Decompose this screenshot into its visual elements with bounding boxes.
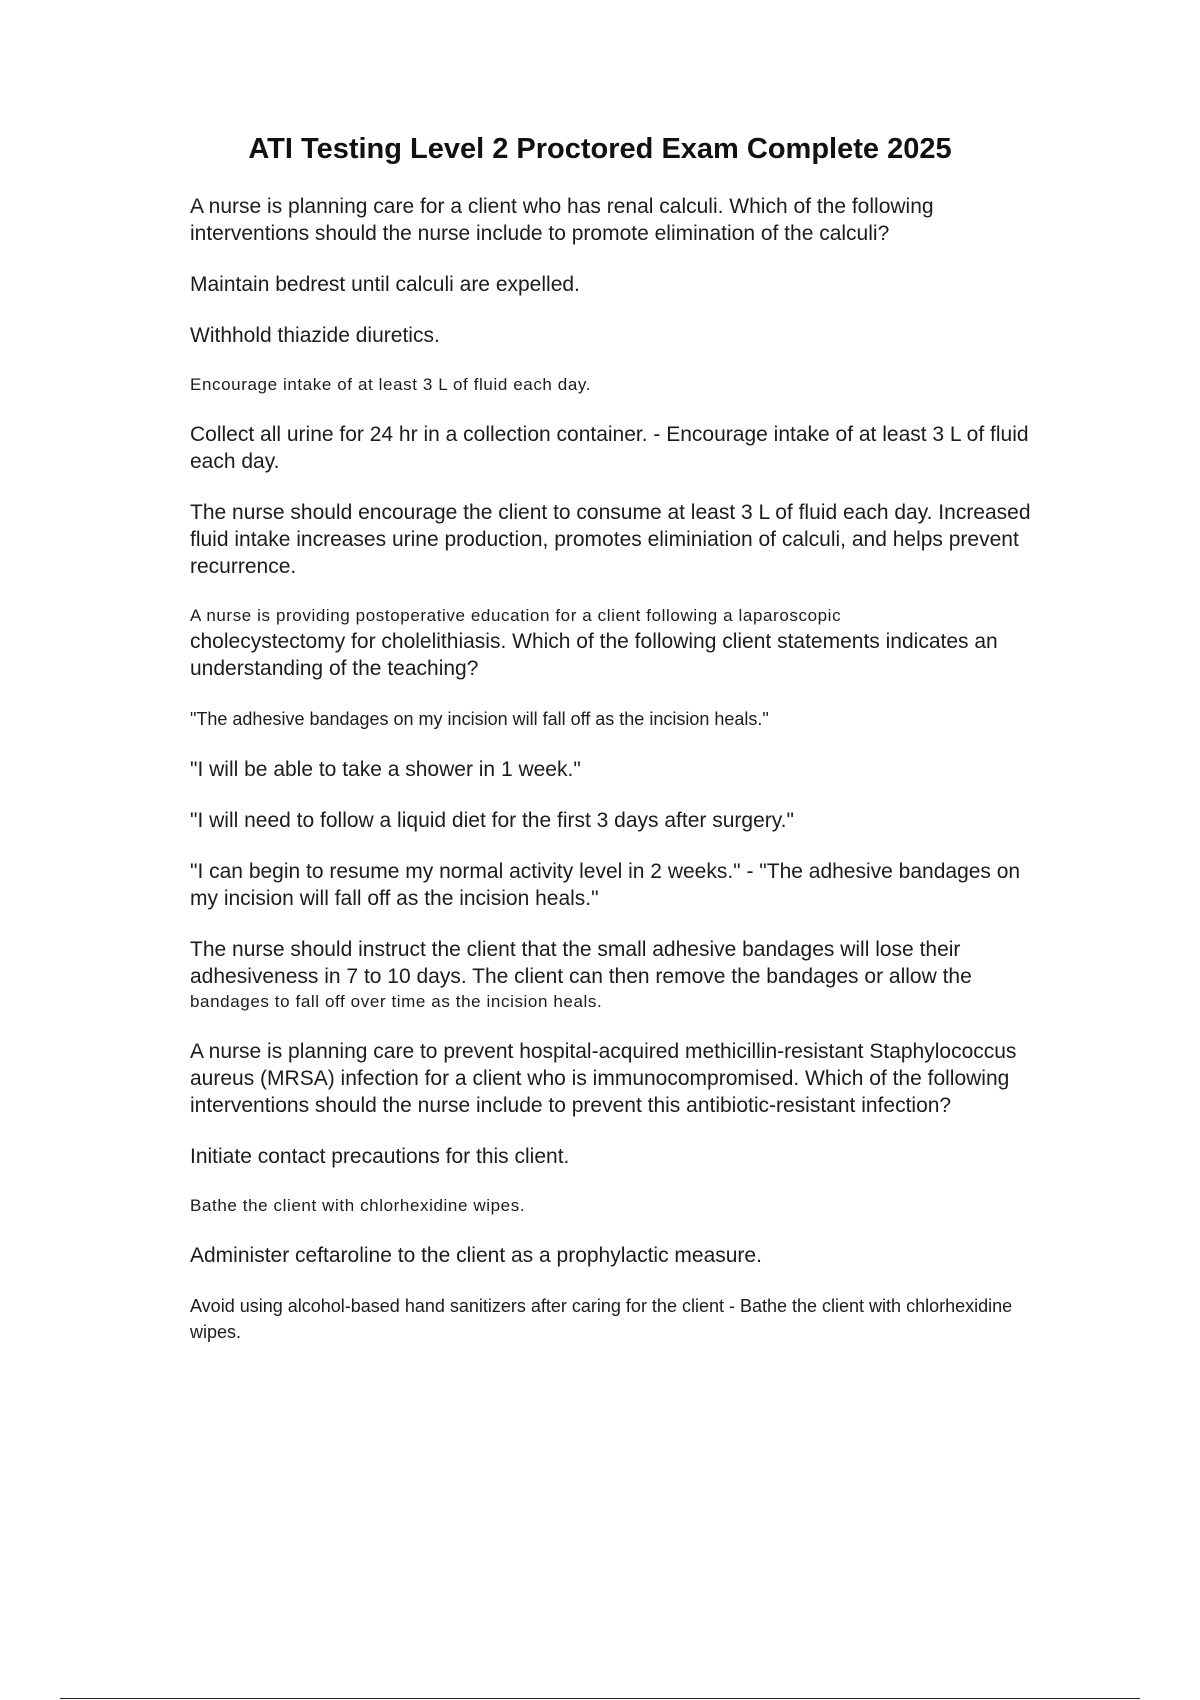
answer-key: "I can begin to resume my normal activity level in 2 weeks." - "The adhesive bandages on my incision will fall off as the incision heals.": [190, 860, 1021, 910]
answer-option: "I will be able to take a shower in 1 week.": [190, 758, 581, 781]
question-stem: [190, 604, 1050, 682]
question-stem-rest: cholecystectomy for cholelithiasis. Which of the following client statements indicates an understanding of the teaching?: [190, 630, 998, 680]
footer-divider: [60, 1698, 1140, 1699]
rationale-main: The nurse should instruct the client that the small adhesive bandages will lose their adhesiveness in 7 to 10 days. The client can then remove the bandages or allow the: [190, 938, 972, 988]
page-title: ATI Testing Level 2 Proctored Exam Complete 2025: [248, 133, 952, 165]
question-stem: A nurse is planning care for a client who has renal calculi. Which of the following interventions should the nurse include to promote elimination of the calculi?: [190, 195, 934, 245]
answer-key: Avoid using alcohol-based hand sanitizers after caring for the client - Bathe the client with chlorhexidine wipes.: [190, 1296, 1013, 1342]
question-stem-line1: A nurse is providing postoperative education for a client following a laparoscopic: [190, 606, 842, 625]
answer-option: Withhold thiazide diuretics.: [190, 324, 440, 347]
answer-key: Collect all urine for 24 hr in a collection container. - Encourage intake of at least 3 L of fluid each day.: [190, 423, 1029, 473]
answer-option: Initiate contact precautions for this client.: [190, 1145, 570, 1168]
answer-option: "I will need to follow a liquid diet for the first 3 days after surgery.": [190, 809, 794, 832]
answer-option: "The adhesive bandages on my incision will fall off as the incision heals.": [190, 709, 769, 729]
answer-option: Maintain bedrest until calculi are expelled.: [190, 273, 580, 296]
rationale-end: bandages to fall off over time as the incision heals.: [190, 992, 603, 1011]
question-3: [190, 1038, 1050, 1345]
answer-option: Administer ceftaroline to the client as a prophylactic measure.: [190, 1244, 762, 1267]
question-1: [190, 193, 1050, 580]
answer-option: Bathe the client with chlorhexidine wipes.: [190, 1196, 526, 1215]
question-2: [190, 604, 1050, 1014]
rationale: [190, 936, 1050, 1014]
answer-option: Encourage intake of at least 3 L of fluid each day.: [190, 375, 592, 394]
rationale: The nurse should encourage the client to consume at least 3 L of fluid each day. Increased fluid intake increases urine production, promotes eliminiation of calculi, and helps prevent recurrence.: [190, 501, 1031, 578]
question-stem: A nurse is planning care to prevent hospital-acquired methicillin-resistant Staphylococcus aureus (MRSA) infection for a client who is immunocompromised. Which of the following interventions should the nurse include to prevent this antibiotic-resistant infection?: [190, 1040, 1017, 1117]
document-body: [190, 193, 1050, 1369]
